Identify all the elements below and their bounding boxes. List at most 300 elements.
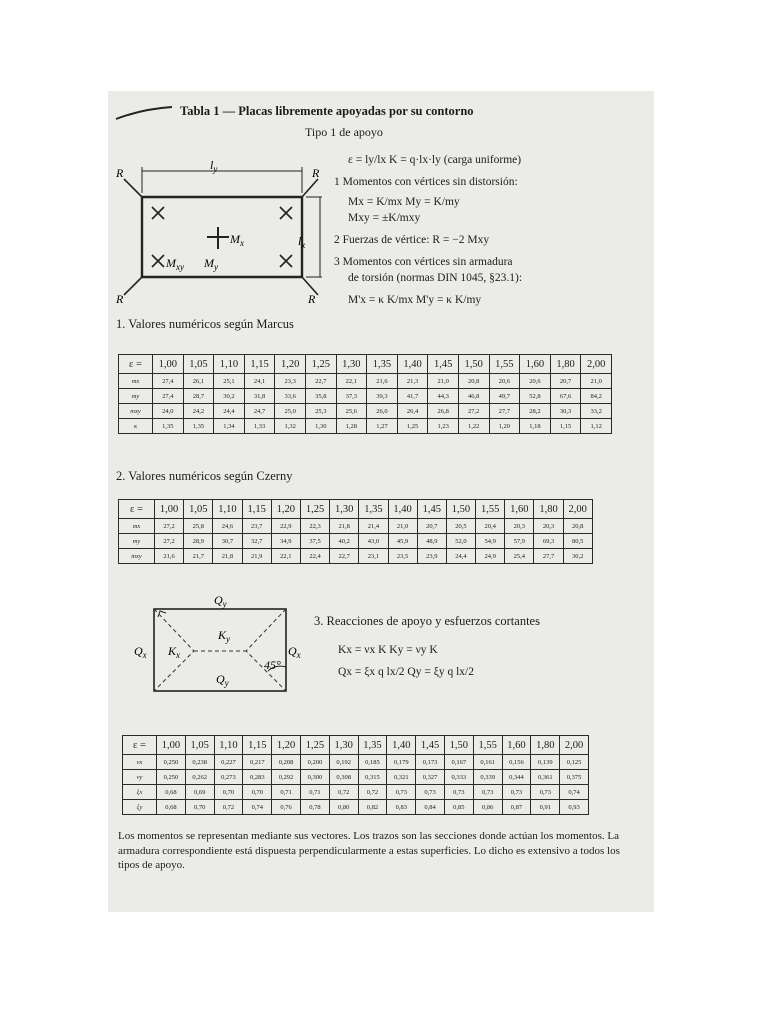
value-cell: 1,25 (397, 419, 428, 434)
value-cell: 20,3 (505, 519, 534, 534)
value-cell: 84,2 (581, 389, 612, 404)
value-cell: 1,30 (305, 419, 336, 434)
value-cell: 0,74 (243, 800, 272, 815)
value-cell: 0,73 (444, 785, 473, 800)
epsilon-header-cell: 1,15 (242, 500, 271, 519)
value-cell: 22,7 (305, 374, 336, 389)
table-header-row (119, 500, 593, 519)
value-cell: 0,273 (214, 770, 243, 785)
row-label-cell: νx (123, 755, 157, 770)
value-cell: 24,4 (446, 549, 475, 564)
value-cell: 1,18 (520, 419, 551, 434)
value-cell: 1,23 (428, 419, 459, 434)
value-cell: 27,7 (489, 404, 520, 419)
qx-right-label (288, 644, 301, 660)
value-cell: 0,139 (531, 755, 560, 770)
ky-main: K (218, 628, 227, 642)
value-cell: 26,4 (397, 404, 428, 419)
document-page (108, 91, 654, 912)
value-cell: 33,2 (581, 404, 612, 419)
epsilon-header-cell: 1,40 (387, 736, 416, 755)
value-cell: 49,7 (489, 389, 520, 404)
czerny-table (118, 499, 593, 564)
value-cell: 0,339 (473, 770, 502, 785)
row-label-cell: νy (123, 770, 157, 785)
value-cell: 1,22 (458, 419, 489, 434)
value-cell: 45,9 (388, 534, 417, 549)
lx-label-main: l (298, 234, 302, 248)
qy-bottom-label (216, 672, 229, 688)
value-cell: 0,73 (531, 785, 560, 800)
value-cell: 1,12 (581, 419, 612, 434)
value-cell: 24,7 (244, 404, 275, 419)
value-cell: 30,3 (550, 404, 581, 419)
kx-label (167, 644, 180, 660)
qx-left-main: Q (134, 644, 143, 658)
value-cell: 21,8 (330, 519, 359, 534)
value-cell: 1,28 (336, 419, 367, 434)
value-cell: 20,7 (550, 374, 581, 389)
qx-right-sub: x (296, 650, 301, 660)
value-cell: 1,32 (275, 419, 306, 434)
epsilon-header-cell: 2,00 (581, 355, 612, 374)
value-cell: 27,2 (155, 534, 184, 549)
formula-shear: Qx = ξx q lx/2 Qy = ξy q lx/2 (338, 666, 474, 678)
value-cell: 0,73 (473, 785, 502, 800)
value-cell: 27,4 (153, 374, 184, 389)
mxy-label-main: M (166, 256, 176, 270)
plate-diagram (112, 157, 322, 307)
row-label-cell: mx (119, 374, 153, 389)
reactions-table (122, 735, 589, 815)
value-cell: 21,7 (184, 549, 213, 564)
value-cell: 26,1 (183, 374, 214, 389)
value-cell: 27,7 (534, 549, 563, 564)
value-cell: 52,8 (520, 389, 551, 404)
value-cell: 22,3 (300, 519, 329, 534)
value-cell: 28,7 (183, 389, 214, 404)
value-cell: 28,2 (520, 404, 551, 419)
value-cell: 0,82 (358, 800, 387, 815)
value-cell: 25,1 (214, 374, 245, 389)
value-cell: 1,27 (367, 419, 398, 434)
epsilon-header-cell: 1,30 (330, 500, 359, 519)
value-cell: 43,0 (359, 534, 388, 549)
value-cell: 0,217 (243, 755, 272, 770)
value-cell: 0,74 (560, 785, 589, 800)
mxy-label-sub: xy (176, 262, 184, 272)
epsilon-header-cell: 1,15 (244, 355, 275, 374)
value-cell: 24,9 (476, 549, 505, 564)
value-cell: 0,308 (329, 770, 358, 785)
epsilon-header-cell: 1,40 (397, 355, 428, 374)
value-cell: 25,3 (305, 404, 336, 419)
qy-top-main: Q (214, 593, 223, 607)
epsilon-header-cell: 1,50 (444, 736, 473, 755)
table-row (119, 419, 612, 434)
epsilon-header-cell: 1,10 (214, 736, 243, 755)
epsilon-header-cell: 1,45 (428, 355, 459, 374)
value-cell: 0,80 (329, 800, 358, 815)
corner-force-label-r2: R (312, 166, 320, 180)
value-cell: 0,93 (560, 800, 589, 815)
epsilon-header-cell: 1,80 (534, 500, 563, 519)
value-cell: 46,8 (458, 389, 489, 404)
table-row (123, 800, 589, 815)
value-cell: 0,200 (300, 755, 329, 770)
value-cell: 0,344 (502, 770, 531, 785)
value-cell: 0,83 (387, 800, 416, 815)
value-cell: 80,5 (563, 534, 592, 549)
epsilon-header-cell: 1,60 (502, 736, 531, 755)
value-cell: 20,3 (534, 519, 563, 534)
epsilon-header-cell: 1,50 (458, 355, 489, 374)
qy-top-label (214, 593, 227, 609)
value-cell: 22,1 (336, 374, 367, 389)
value-cell: 67,6 (550, 389, 581, 404)
value-cell: 34,9 (271, 534, 300, 549)
table-row (119, 519, 593, 534)
value-cell: 1,20 (489, 419, 520, 434)
value-cell: 20,8 (458, 374, 489, 389)
value-cell: 21,9 (242, 549, 271, 564)
value-cell: 35,8 (305, 389, 336, 404)
value-cell: 0,71 (300, 785, 329, 800)
epsilon-header-cell: 1,25 (300, 500, 329, 519)
row-label-cell: ξy (123, 800, 157, 815)
my-label (203, 256, 218, 272)
value-cell: 44,3 (428, 389, 459, 404)
epsilon-header-cell: 1,35 (358, 736, 387, 755)
epsilon-header-cell: 1,55 (476, 500, 505, 519)
value-cell: 25,0 (275, 404, 306, 419)
value-cell: 0,250 (157, 770, 186, 785)
value-cell: 37,3 (336, 389, 367, 404)
value-cell: 0,238 (185, 755, 214, 770)
qx-left-sub: x (142, 650, 147, 660)
value-cell: 52,0 (446, 534, 475, 549)
value-cell: 25,6 (336, 404, 367, 419)
my-label-main: M (204, 256, 214, 270)
value-cell: 0,167 (444, 755, 473, 770)
value-cell: 20,4 (476, 519, 505, 534)
epsilon-header-cell: 1,25 (305, 355, 336, 374)
value-cell: 21,4 (359, 519, 388, 534)
formula-corner-force: 2 Fuerzas de vértice: R = −2 Mxy (334, 234, 490, 246)
reactions-diagram (132, 591, 302, 701)
center-moment-mark (207, 227, 229, 249)
table-header-row (123, 736, 589, 755)
value-cell: 0,91 (531, 800, 560, 815)
value-cell: 31,8 (244, 389, 275, 404)
qy-bottom-sub: y (224, 678, 229, 688)
value-cell: 0,70 (243, 785, 272, 800)
value-cell: 21,0 (428, 374, 459, 389)
corner-force-label-r3: R (116, 292, 124, 306)
value-cell: 0,192 (329, 755, 358, 770)
value-cell: 0,361 (531, 770, 560, 785)
epsilon-header-cell: 1,45 (417, 500, 446, 519)
value-cell: 0,173 (416, 755, 445, 770)
value-cell: 0,327 (416, 770, 445, 785)
value-cell: 0,73 (502, 785, 531, 800)
epsilon-header-cell: 1,55 (489, 355, 520, 374)
ky-sub: y (226, 634, 231, 644)
value-cell: 37,5 (300, 534, 329, 549)
epsilon-header-cell: 1,35 (367, 355, 398, 374)
value-cell: 22,4 (300, 549, 329, 564)
value-cell: 20,8 (563, 519, 592, 534)
value-cell: 21,6 (155, 549, 184, 564)
value-cell: 25,4 (505, 549, 534, 564)
epsilon-header-cell: 1,35 (359, 500, 388, 519)
value-cell: 20,5 (446, 519, 475, 534)
table-row (119, 534, 593, 549)
angle-label: 45° (264, 658, 281, 672)
value-cell: 0,71 (272, 785, 301, 800)
qy-top-sub: y (222, 599, 227, 609)
epsilon-header-cell: 1,10 (214, 355, 245, 374)
mx-label-main: M (230, 232, 240, 246)
value-cell: 1,35 (153, 419, 184, 434)
value-cell: 21,3 (397, 374, 428, 389)
lx-label-sub: x (301, 240, 306, 250)
value-cell: 23,7 (242, 519, 271, 534)
formula-mxy: Mxy = ±K/mxy (348, 212, 421, 224)
table-row (123, 770, 589, 785)
value-cell: 0,161 (473, 755, 502, 770)
epsilon-header-cell: 1,05 (183, 355, 214, 374)
epsilon-header-cell: 1,30 (336, 355, 367, 374)
value-cell: 20,6 (520, 374, 551, 389)
table-row (123, 785, 589, 800)
formula-heading-3: 3 Momentos con vértices sin armadura (334, 256, 513, 268)
value-cell: 0,72 (358, 785, 387, 800)
kx-sub: x (176, 650, 181, 660)
value-cell: 0,208 (272, 755, 301, 770)
value-cell: 0,73 (387, 785, 416, 800)
value-cell: 0,333 (444, 770, 473, 785)
value-cell: 0,321 (387, 770, 416, 785)
header-label-cell: ε = (123, 736, 157, 755)
value-cell: 24,4 (214, 404, 245, 419)
table-header-row (119, 355, 612, 374)
row-label-cell: mxy (119, 549, 155, 564)
value-cell: 23,5 (388, 549, 417, 564)
value-cell: 26,0 (367, 404, 398, 419)
value-cell: 27,2 (458, 404, 489, 419)
epsilon-header-cell: 2,00 (560, 736, 589, 755)
value-cell: 0,84 (416, 800, 445, 815)
value-cell: 0,76 (272, 800, 301, 815)
value-cell: 0,72 (214, 800, 243, 815)
value-cell: 0,87 (502, 800, 531, 815)
header-label-cell: ε = (119, 355, 153, 374)
support-type-subtitle: Tipo 1 de apoyo (305, 125, 383, 139)
value-cell: 0,85 (444, 800, 473, 815)
value-cell: 22,1 (271, 549, 300, 564)
value-cell: 0,68 (157, 785, 186, 800)
value-cell: 0,73 (416, 785, 445, 800)
ly-label-sub: y (213, 164, 218, 174)
ly-label (210, 158, 217, 174)
value-cell: 0,315 (358, 770, 387, 785)
epsilon-header-cell: 1,30 (329, 736, 358, 755)
value-cell: 1,34 (214, 419, 245, 434)
value-cell: 0,179 (387, 755, 416, 770)
value-cell: 0,375 (560, 770, 589, 785)
formula-heading-1: 1 Momentos con vértices sin distorsión: (334, 176, 518, 188)
epsilon-header-cell: 1,45 (416, 736, 445, 755)
epsilon-header-cell: 1,80 (550, 355, 581, 374)
value-cell: 20,7 (417, 519, 446, 534)
value-cell: 0,86 (473, 800, 502, 815)
value-cell: 0,292 (272, 770, 301, 785)
table-row (123, 755, 589, 770)
value-cell: 21,6 (367, 374, 398, 389)
row-label-cell: ξx (123, 785, 157, 800)
value-cell: 0,72 (329, 785, 358, 800)
value-cell: 0,185 (358, 755, 387, 770)
table-row (119, 549, 593, 564)
value-cell: 26,8 (428, 404, 459, 419)
value-cell: 40,2 (330, 534, 359, 549)
value-cell: 1,35 (183, 419, 214, 434)
value-cell: 27,4 (153, 389, 184, 404)
section-1-heading: 1. Valores numéricos según Marcus (116, 317, 294, 331)
epsilon-header-cell: 1,00 (153, 355, 184, 374)
value-cell: 21,0 (388, 519, 417, 534)
formula-reactions: Kx = νx K Ky = νy K (338, 644, 438, 656)
value-cell: 32,7 (242, 534, 271, 549)
value-cell: 28,9 (184, 534, 213, 549)
epsilon-header-cell: 1,25 (300, 736, 329, 755)
corner-arrow-icon (158, 611, 166, 617)
marcus-table (118, 354, 612, 434)
table-title: Tabla 1 — Placas libremente apoyadas por su contorno (180, 104, 474, 118)
row-label-cell: my (119, 534, 155, 549)
epsilon-header-cell: 1,20 (271, 500, 300, 519)
value-cell: 0,69 (185, 785, 214, 800)
value-cell: 22,7 (330, 549, 359, 564)
row-label-cell: mx (119, 519, 155, 534)
value-cell: 0,156 (502, 755, 531, 770)
table-row (119, 404, 612, 419)
ly-label-main: l (210, 158, 214, 172)
ky-label (217, 628, 230, 644)
value-cell: 0,227 (214, 755, 243, 770)
value-cell: 27,2 (155, 519, 184, 534)
epsilon-header-cell: 1,15 (243, 736, 272, 755)
epsilon-header-cell: 1,05 (184, 500, 213, 519)
mx-label (229, 232, 244, 248)
value-cell: 41,7 (397, 389, 428, 404)
value-cell: 21,8 (213, 549, 242, 564)
epsilon-header-cell: 1,60 (505, 500, 534, 519)
value-cell: 1,15 (550, 419, 581, 434)
epsilon-header-cell: 1,40 (388, 500, 417, 519)
value-cell: 24,6 (213, 519, 242, 534)
epsilon-header-cell: 2,00 (563, 500, 592, 519)
epsilon-header-cell: 1,00 (155, 500, 184, 519)
qy-bottom-main: Q (216, 672, 225, 686)
row-label-cell: mxy (119, 404, 153, 419)
value-cell: 24,1 (244, 374, 275, 389)
epsilon-header-cell: 1,60 (520, 355, 551, 374)
value-cell: 20,6 (489, 374, 520, 389)
kx-main: K (168, 644, 177, 658)
formula-heading-3-cont: de torsión (normas DIN 1045, §23.1): (348, 272, 523, 284)
qx-right-main: Q (288, 644, 297, 658)
epsilon-header-cell: 1,00 (157, 736, 186, 755)
corner-force-label-r1: R (116, 166, 124, 180)
section-2-heading: 2. Valores numéricos según Czerny (116, 469, 293, 483)
value-cell: 0,283 (243, 770, 272, 785)
value-cell: 0,262 (185, 770, 214, 785)
epsilon-header-cell: 1,55 (473, 736, 502, 755)
value-cell: 23,1 (359, 549, 388, 564)
mx-label-sub: x (240, 238, 244, 248)
lx-dimension-line (306, 197, 322, 277)
epsilon-header-cell: 1,20 (275, 355, 306, 374)
value-cell: 24,2 (183, 404, 214, 419)
value-cell: 0,68 (157, 800, 186, 815)
value-cell: 0,70 (214, 785, 243, 800)
value-cell: 0,70 (185, 800, 214, 815)
epsilon-header-cell: 1,50 (446, 500, 475, 519)
formula-reduced-moments: M'x = κ K/mx M'y = κ K/my (348, 294, 482, 306)
epsilon-header-cell: 1,05 (185, 736, 214, 755)
epsilon-header-cell: 1,80 (531, 736, 560, 755)
table-row (119, 389, 612, 404)
value-cell: 39,3 (367, 389, 398, 404)
epsilon-header-cell: 1,20 (272, 736, 301, 755)
value-cell: 22,9 (271, 519, 300, 534)
value-cell: 30,2 (214, 389, 245, 404)
value-cell: 23,3 (275, 374, 306, 389)
epsilon-header-cell: 1,10 (213, 500, 242, 519)
mxy-label (165, 256, 184, 272)
pen-stroke-mark (114, 105, 176, 123)
formula-epsilon-k: ε = ly/lx K = q·lx·ly (carga uniforme) (348, 154, 522, 166)
value-cell: 57,9 (505, 534, 534, 549)
value-cell: 25,8 (184, 519, 213, 534)
value-cell: 0,125 (560, 755, 589, 770)
footnote-paragraph: Los momentos se representan mediante sus vectores. Los trazos son las secciones donde actúan los momentos. La armadura correspondiente está dispuesta perpendicularmente a estas superficies. Lo dicho es extensivo a todos los tipos de apoyo. (118, 830, 620, 872)
value-cell: 48,9 (417, 534, 446, 549)
value-cell: 30,7 (213, 534, 242, 549)
value-cell: 33,6 (275, 389, 306, 404)
my-label-sub: y (214, 262, 218, 272)
value-cell: 69,3 (534, 534, 563, 549)
value-cell: 0,250 (157, 755, 186, 770)
value-cell: 1,33 (244, 419, 275, 434)
value-cell: 24,0 (153, 404, 184, 419)
qx-left-label (134, 644, 147, 660)
row-label-cell: my (119, 389, 153, 404)
ly-dimension-line (142, 167, 302, 193)
header-label-cell: ε = (119, 500, 155, 519)
table-row (119, 374, 612, 389)
value-cell: 0,78 (300, 800, 329, 815)
corner-force-label-r4: R (308, 292, 316, 306)
value-cell: 0,300 (300, 770, 329, 785)
value-cell: 54,9 (476, 534, 505, 549)
section-3-heading: 3. Reacciones de apoyo y esfuerzos cortantes (314, 614, 540, 628)
value-cell: 23,9 (417, 549, 446, 564)
row-label-cell: κ (119, 419, 153, 434)
formula-moments: Mx = K/mx My = K/my (348, 196, 460, 208)
